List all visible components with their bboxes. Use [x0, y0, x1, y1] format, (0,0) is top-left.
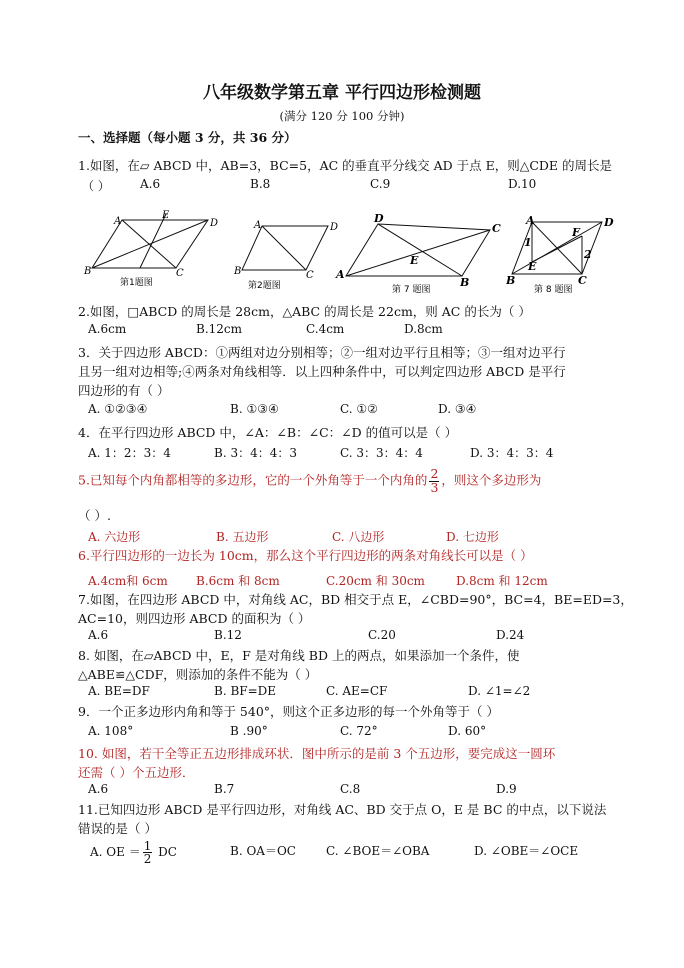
question-6-option-b: B.6cm 和 8cm	[196, 574, 280, 588]
question-11-option-a	[90, 840, 177, 865]
figure-8-label-f: F	[572, 226, 580, 239]
page-subtitle: (满分 120 分 100 分钟)	[279, 109, 405, 123]
question-5-text	[78, 468, 541, 494]
question-10-option-b: B.7	[214, 782, 235, 796]
question-11-frac-den: 2	[143, 852, 152, 866]
question-9-text: 9．一个正多边形内角和等于 540°，则这个正多边形的每一个外角等于（ ）	[78, 704, 500, 719]
figure-2-label-c: C	[306, 270, 314, 281]
question-3-option-b: B. ①③④	[230, 402, 279, 416]
question-7-line-1: 7.如图，在四边形 ABCD 中，对角线 AC，BD 相交于点 E，∠CBD=90°，BC=4，BE=ED=3，	[78, 592, 633, 607]
question-8-line-2: △ABE≌△CDF，则添加的条件不能为（ ）	[78, 667, 318, 682]
figure-7-label-c: C	[492, 222, 501, 235]
question-2-text: 2.如图，□ABCD 的周长是 28cm，△ABC 的周长是 22cm，则 AC 的长为（ ）	[78, 304, 531, 319]
figure-7-label-e: E	[410, 254, 419, 267]
question-10-option-c: C.8	[340, 782, 361, 796]
question-6-option-d: D.8cm 和 12cm	[456, 574, 548, 588]
figure-7-caption: 第 7 题图	[392, 285, 431, 295]
question-11-option-a-after: DC	[154, 845, 177, 859]
question-5-option-a: A. 六边形	[88, 530, 141, 544]
question-6-option-a: A.4cm和 6cm	[88, 574, 168, 588]
question-7-option-c: C.20	[368, 628, 396, 642]
question-8-option-d: D. ∠1=∠2	[468, 684, 531, 698]
section-heading: 一、选择题（每小题 3 分，共 36 分）	[78, 130, 297, 145]
figure-8-label-d: D	[604, 216, 614, 229]
question-3-line-1: 3．关于四边形 ABCD：①两组对边分别相等；②一组对边平行且相等；③一组对边平行	[78, 345, 566, 360]
question-11-line-2: 错误的是（ ）	[78, 821, 157, 836]
figure-1	[80, 208, 220, 290]
question-8-line-1: 8. 如图，在▱ABCD 中，E，F 是对角线 BD 上的两点，如果添加一个条件，使	[78, 648, 520, 663]
page-title: 八年级数学第五章 平行四边形检测题	[203, 83, 481, 103]
question-8-option-c: C. AE=CF	[326, 684, 388, 698]
question-5-fraction	[429, 468, 439, 494]
question-11-fraction	[143, 840, 153, 865]
figure-7	[334, 210, 506, 296]
figure-2	[232, 212, 342, 292]
figure-1-caption: 第1题图	[120, 278, 153, 288]
figure-2-caption: 第2题图	[248, 281, 281, 291]
figure-7-label-d: D	[374, 212, 384, 225]
question-9-option-b: B .90°	[230, 724, 268, 738]
figure-8-label-a: A	[526, 214, 535, 227]
question-5-option-c: C. 八边形	[332, 530, 385, 544]
question-11-option-d: D. ∠OBE＝∠OCE	[474, 844, 579, 858]
question-11-option-a-before: A. OE ＝	[90, 845, 141, 859]
question-7-option-a: A.6	[88, 628, 109, 642]
question-1-paren: （ ）	[82, 179, 110, 193]
question-5-frac-num: 2	[430, 466, 439, 481]
question-6-option-c: C.20cm 和 30cm	[326, 574, 425, 588]
question-3-line-2: 且另一组对边相等;④两条对角线相等．以上四种条件中，可以判定四边形 ABCD 是平行	[78, 364, 566, 379]
question-7-line-2: AC=10，则四边形 ABCD 的面积为（ ）	[78, 611, 311, 626]
question-9-option-a: A. 108°	[88, 724, 134, 738]
figure-8-label-1: 1	[524, 236, 532, 249]
question-10-option-a: A.6	[88, 782, 109, 796]
figure-7-label-a: A	[336, 268, 345, 281]
figure-8-caption: 第 8 题图	[534, 285, 573, 295]
figure-1-label-d: D	[210, 218, 219, 229]
question-9-option-c: C. 72°	[340, 724, 378, 738]
question-5-text-before: 5.已知每个内角都相等的多边形，它的一个外角等于一个内角的	[78, 472, 428, 488]
figure-2-label-d: D	[330, 222, 339, 233]
question-11-option-b: B. OA＝OC	[230, 844, 296, 858]
question-1-option-d: D.10	[508, 177, 537, 191]
figure-8-label-2: 2	[584, 248, 592, 261]
question-3-option-c: C. ①②	[340, 402, 378, 416]
figure-1-label-c: C	[176, 268, 184, 279]
question-2-option-a: A.6cm	[88, 322, 127, 336]
question-4-option-a: A. 1：2：3：4	[88, 446, 171, 460]
figure-1-label-a: A	[114, 216, 122, 227]
figure-2-label-a: A	[254, 220, 262, 231]
figure-2-label-b: B	[234, 266, 242, 277]
question-7-option-d: D.24	[496, 628, 525, 642]
figure-8-label-e: E	[528, 260, 537, 273]
question-4-option-b: B. 3：4：4：3	[214, 446, 297, 460]
figure-8	[506, 212, 614, 296]
question-9-option-d: D. 60°	[448, 724, 487, 738]
question-10-option-d: D.9	[496, 782, 517, 796]
question-6-text: 6.平行四边形的一边长为 10cm，那么这个平行四边形的两条对角线长可以是（ ）	[78, 548, 533, 563]
question-8-option-b: B. BF=DE	[214, 684, 277, 698]
figure-7-label-b: B	[460, 276, 470, 289]
figure-8-label-c: C	[578, 274, 587, 287]
question-8-option-a: A. BE=DF	[88, 684, 150, 698]
question-2-option-b: B.12cm	[196, 322, 243, 336]
question-5-frac-den: 3	[430, 479, 439, 495]
question-5-option-b: B. 五边形	[216, 530, 269, 544]
question-3-option-d: D. ③④	[438, 402, 477, 416]
question-4-option-c: C. 3：3：4：4	[340, 446, 423, 460]
question-1-option-c: C.9	[370, 177, 391, 191]
question-5-text-after: ，则这个多边形为	[441, 472, 542, 488]
question-7-option-b: B.12	[214, 628, 242, 642]
question-1-text: 1.如图，在▱ ABCD 中，AB=3，BC=5，AC 的垂直平分线交 AD 于点 E，则△CDE 的周长是	[78, 158, 613, 173]
question-5-option-d: D. 七边形	[446, 530, 499, 544]
question-3-option-a: A. ①②③④	[88, 402, 148, 416]
question-4-text: 4．在平行四边形 ABCD 中，∠A：∠B：∠C：∠D 的值可以是（ ）	[78, 425, 458, 440]
question-1-option-b: B.8	[250, 177, 271, 191]
figure-1-label-e: E	[162, 210, 170, 221]
question-10-line-1: 10. 如图，若干全等正五边形排成环状．图中所示的是前 3 个五边形，要完成这一圆环	[78, 746, 556, 761]
question-1-option-a: A.6	[140, 177, 161, 191]
question-11-option-c: C. ∠BOE＝∠OBA	[326, 844, 430, 858]
question-3-line-3: 四边形的有（ ）	[78, 383, 170, 398]
figure-1-label-b: B	[84, 266, 92, 277]
figure-8-label-b: B	[506, 274, 516, 287]
question-11-frac-num: 1	[143, 839, 152, 853]
question-10-line-2: 还需（ ）个五边形．	[78, 765, 195, 780]
question-4-option-d: D. 3：4：3：4	[470, 446, 554, 460]
question-5-line-2: （ ）.	[78, 508, 111, 523]
question-11-line-1: 11.已知四边形 ABCD 是平行四边形，对角线 AC、BD 交于点 O，E 是 BC 的中点，以下说法	[78, 802, 607, 817]
question-2-option-d: D.8cm	[404, 322, 443, 336]
question-2-option-c: C.4cm	[306, 322, 345, 336]
